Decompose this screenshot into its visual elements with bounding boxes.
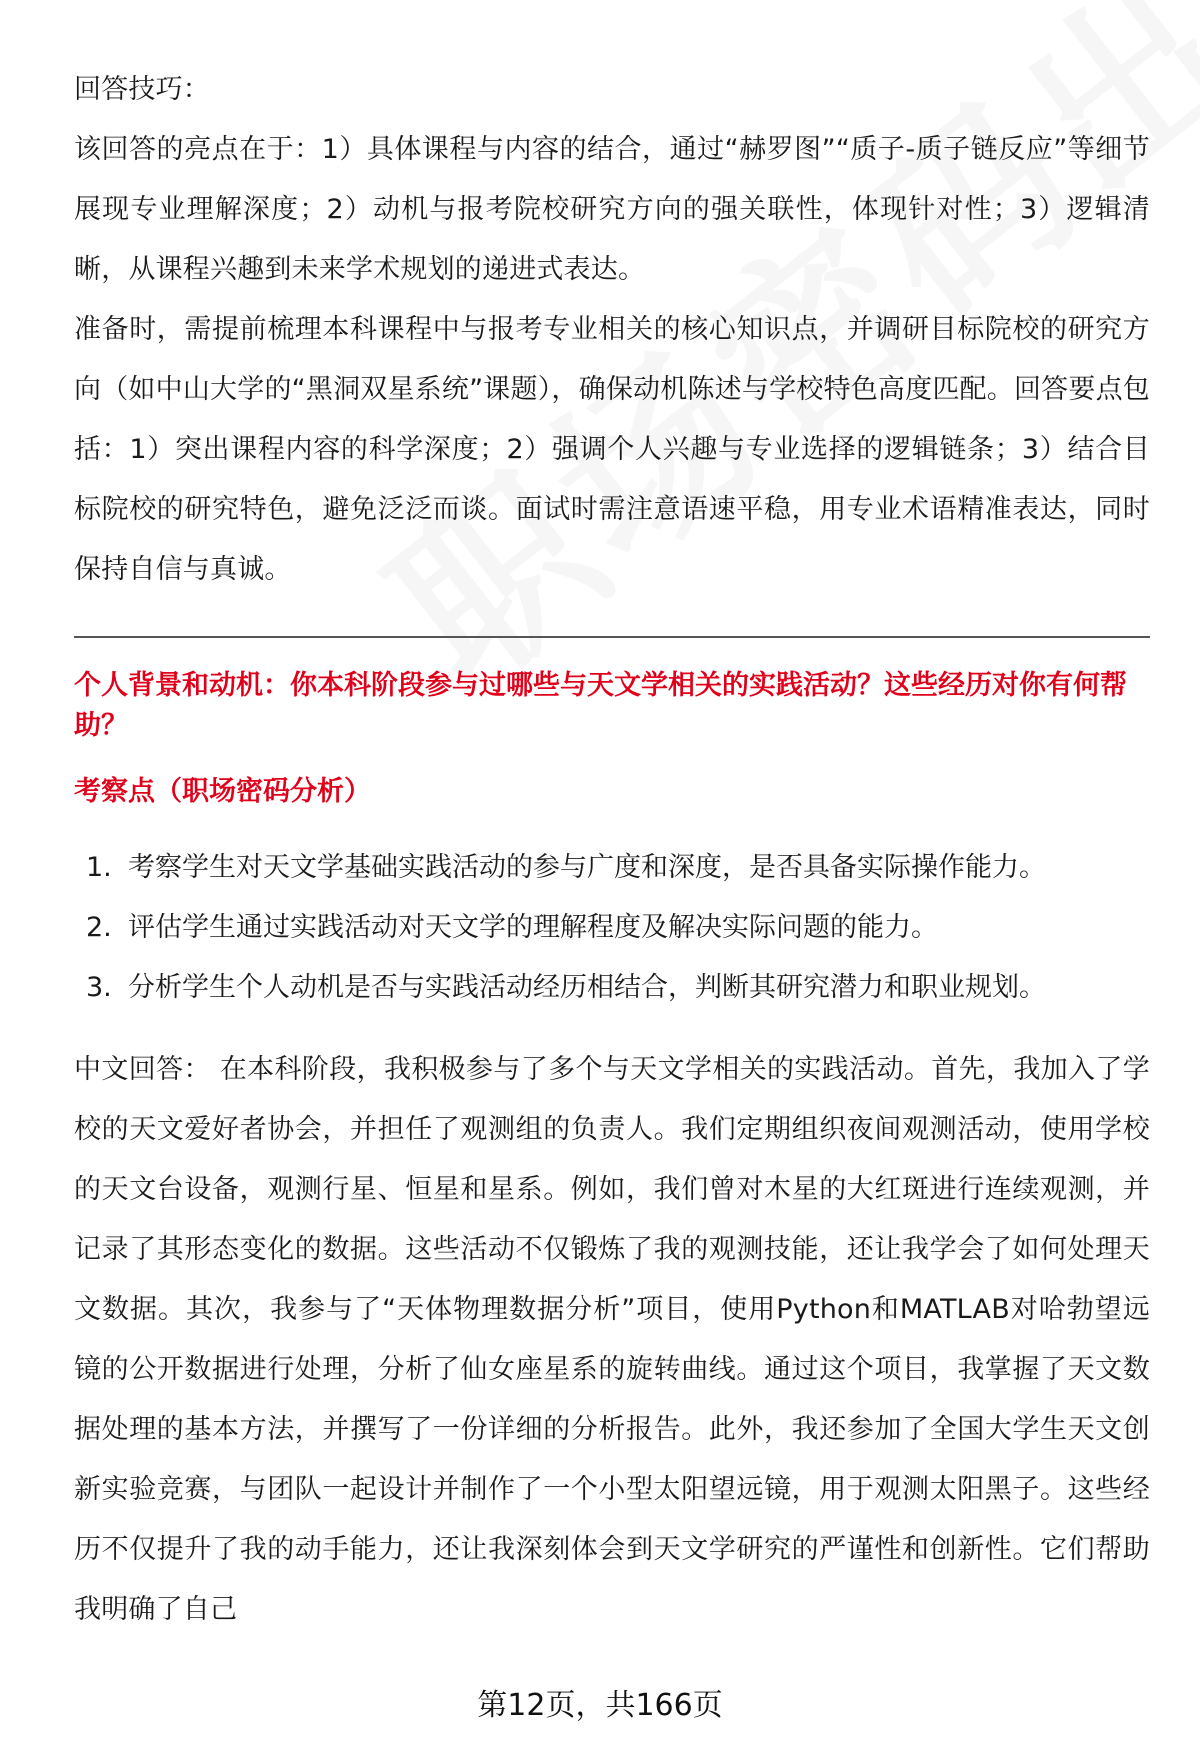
- list-item: [74, 958, 1150, 1018]
- page-number: 第12页，共166页: [477, 1688, 723, 1723]
- list-item-text: 分析学生个人动机是否与实践活动经历相结合，判断其研究潜力和职业规划。: [128, 972, 1046, 1003]
- assessment-points-list: [74, 838, 1150, 1018]
- answer-tips-label: 回答技巧：: [74, 74, 210, 105]
- chinese-answer: 中文回答： 在本科阶段，我积极参与了多个与天文学相关的实践活动。首先，我加入了学校的天文爱好者协会，并担任了观测组的负责人。我们定期组织夜间观测活动，使用学校的天文台设备，观测行星、恒星和星系。例如，我们曾对木星的大红斑进行连续观测，并记录了其形态变化的数据。这些活动不仅锻炼了我的观测技能，还让我学会了如何处理天文数据。其次，我参与了“天体物理数据分析”项目，使用Python和MATLAB对哈勃望远镜的公开数据进行处理，分析了仙女座星系的旋转曲线。通过这个项目，我掌握了天文数据处理的基本方法，并撰写了一份详细的分析报告。此外，我还参加了全国大学生天文创新实验竞赛，与团队一起设计并制作了一个小型太阳望远镜，用于观测太阳黑子。这些经历不仅提升了我的动手能力，还让我深刻体会到天文学研究的严谨性和创新性。它们帮助我明确了自己: [74, 1054, 1150, 1625]
- list-item-text: 考察学生对天文学基础实践活动的参与广度和深度，是否具备实际操作能力。: [128, 852, 1046, 883]
- list-item: [74, 838, 1150, 898]
- question-subtitle: 考察点（职场密码分析）: [74, 776, 371, 807]
- question-title: 个人背景和动机：你本科阶段参与过哪些与天文学相关的实践活动？这些经历对你有何帮助？: [74, 670, 1127, 741]
- answer-tips-paragraph-2: 准备时，需提前梳理本科课程中与报考专业相关的核心知识点，并调研目标院校的研究方向（如中山大学的“黑洞双星系统”课题），确保动机陈述与学校特色高度匹配。回答要点包括：1）突出课程内容的科学深度；2）强调个人兴趣与专业选择的逻辑链条；3）结合目标院校的研究特色，避免泛泛而谈。面试时需注意语速平稳，用专业术语精准表达，同时保持自信与真诚。: [74, 314, 1150, 585]
- list-item-text: 评估学生通过实践活动对天文学的理解程度及解决实际问题的能力。: [128, 912, 938, 943]
- section-divider: [74, 636, 1150, 638]
- list-item-number: 3.: [86, 972, 112, 1003]
- list-item: [74, 898, 1150, 958]
- document-page: [74, 60, 1150, 1640]
- list-item-number: 2.: [86, 912, 112, 943]
- list-item-number: 1.: [86, 852, 112, 883]
- answer-tips-paragraph-1: 该回答的亮点在于：1）具体课程与内容的结合，通过“赫罗图”“质子-质子链反应”等细节展现专业理解深度；2）动机与报考院校研究方向的强关联性，体现针对性；3）逻辑清晰，从课程兴趣到未来学术规划的递进式表达。: [74, 134, 1150, 285]
